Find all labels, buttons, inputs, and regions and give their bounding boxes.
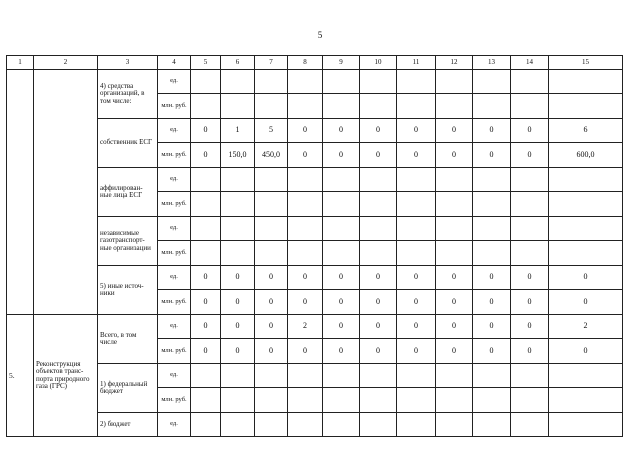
- value-cell: 1: [221, 119, 255, 143]
- column-header: 8: [288, 56, 323, 70]
- value-cell: 0: [255, 266, 288, 290]
- value-cell: [288, 388, 323, 413]
- column-header: 7: [255, 56, 288, 70]
- column-header: 4: [158, 56, 191, 70]
- value-cell: [255, 413, 288, 437]
- unit-cell: млн. руб.: [158, 94, 191, 119]
- value-cell: [323, 364, 360, 388]
- column-header: 6: [221, 56, 255, 70]
- value-cell: 0: [397, 315, 436, 339]
- value-cell: [360, 413, 397, 437]
- value-cell: 0: [549, 290, 623, 315]
- unit-cell: ед.: [158, 70, 191, 94]
- value-cell: 0: [323, 290, 360, 315]
- value-cell: [436, 192, 473, 217]
- value-cell: 0: [511, 143, 549, 168]
- table-row: [7, 119, 623, 143]
- value-cell: 0: [360, 119, 397, 143]
- funding-source-label: 5) иные источ- ники: [98, 266, 158, 315]
- value-cell: [511, 70, 549, 94]
- value-cell: [473, 241, 511, 266]
- value-cell: [511, 192, 549, 217]
- value-cell: 0: [323, 339, 360, 364]
- value-cell: 0: [221, 315, 255, 339]
- value-cell: 0: [191, 290, 221, 315]
- unit-cell: ед.: [158, 364, 191, 388]
- value-cell: [436, 94, 473, 119]
- value-cell: [360, 388, 397, 413]
- value-cell: 6: [549, 119, 623, 143]
- value-cell: 0: [323, 143, 360, 168]
- unit-cell: ед.: [158, 315, 191, 339]
- value-cell: [473, 70, 511, 94]
- value-cell: 150,0: [221, 143, 255, 168]
- unit-cell: млн. руб.: [158, 241, 191, 266]
- section-number: [7, 70, 34, 315]
- value-cell: 0: [323, 119, 360, 143]
- unit-cell: ед.: [158, 413, 191, 437]
- value-cell: [288, 217, 323, 241]
- value-cell: 0: [288, 339, 323, 364]
- value-cell: [221, 168, 255, 192]
- value-cell: [191, 388, 221, 413]
- value-cell: [549, 70, 623, 94]
- value-cell: [397, 388, 436, 413]
- unit-cell: млн. руб.: [158, 192, 191, 217]
- value-cell: [323, 168, 360, 192]
- value-cell: [436, 217, 473, 241]
- funding-source-label: 2) бюджет: [98, 413, 158, 437]
- column-header: 14: [511, 56, 549, 70]
- value-cell: [221, 217, 255, 241]
- funding-source-label: собственник ЕСГ: [98, 119, 158, 168]
- value-cell: [436, 168, 473, 192]
- unit-cell: млн. руб.: [158, 388, 191, 413]
- funding-source-label: Всего, в том числе: [98, 315, 158, 364]
- column-header: 15: [549, 56, 623, 70]
- value-cell: 0: [436, 143, 473, 168]
- value-cell: [255, 364, 288, 388]
- value-cell: [397, 192, 436, 217]
- value-cell: [288, 94, 323, 119]
- value-cell: [288, 168, 323, 192]
- value-cell: 600,0: [549, 143, 623, 168]
- value-cell: 0: [436, 290, 473, 315]
- value-cell: [473, 388, 511, 413]
- value-cell: 0: [360, 290, 397, 315]
- column-header: 5: [191, 56, 221, 70]
- value-cell: [255, 70, 288, 94]
- value-cell: 0: [191, 315, 221, 339]
- table-row: [7, 315, 623, 339]
- value-cell: 0: [436, 339, 473, 364]
- value-cell: [288, 70, 323, 94]
- value-cell: 0: [549, 339, 623, 364]
- unit-cell: млн. руб.: [158, 143, 191, 168]
- value-cell: [511, 94, 549, 119]
- value-cell: [323, 70, 360, 94]
- value-cell: [323, 94, 360, 119]
- data-table: [6, 55, 623, 437]
- section-number: 5.: [7, 315, 34, 437]
- value-cell: 0: [221, 290, 255, 315]
- value-cell: [221, 364, 255, 388]
- value-cell: 0: [436, 119, 473, 143]
- value-cell: 0: [473, 266, 511, 290]
- value-cell: 0: [191, 119, 221, 143]
- value-cell: 0: [473, 339, 511, 364]
- value-cell: [191, 217, 221, 241]
- value-cell: [473, 94, 511, 119]
- unit-cell: ед.: [158, 217, 191, 241]
- column-header: 13: [473, 56, 511, 70]
- value-cell: [511, 388, 549, 413]
- value-cell: [473, 364, 511, 388]
- page-number: 5: [317, 30, 323, 40]
- value-cell: [549, 168, 623, 192]
- value-cell: 0: [473, 143, 511, 168]
- unit-cell: млн. руб.: [158, 290, 191, 315]
- value-cell: [511, 413, 549, 437]
- value-cell: [360, 94, 397, 119]
- value-cell: [360, 70, 397, 94]
- value-cell: [221, 94, 255, 119]
- value-cell: [323, 241, 360, 266]
- value-cell: [397, 413, 436, 437]
- value-cell: 0: [511, 290, 549, 315]
- value-cell: [397, 94, 436, 119]
- value-cell: 0: [288, 290, 323, 315]
- value-cell: 0: [360, 266, 397, 290]
- value-cell: [323, 217, 360, 241]
- value-cell: [397, 217, 436, 241]
- value-cell: [473, 192, 511, 217]
- value-cell: [549, 94, 623, 119]
- value-cell: [549, 364, 623, 388]
- value-cell: 0: [221, 339, 255, 364]
- value-cell: 0: [397, 119, 436, 143]
- value-cell: [255, 192, 288, 217]
- value-cell: [397, 364, 436, 388]
- section-name: Реконструкция объектов транс- порта природного газа (ГРС): [34, 315, 98, 437]
- value-cell: [191, 168, 221, 192]
- value-cell: 0: [473, 315, 511, 339]
- value-cell: 0: [191, 143, 221, 168]
- funding-source-label: 1) федеральный бюджет: [98, 364, 158, 413]
- header-row: [7, 56, 623, 70]
- column-header: 12: [436, 56, 473, 70]
- column-header: 11: [397, 56, 436, 70]
- value-cell: [549, 241, 623, 266]
- unit-cell: ед.: [158, 119, 191, 143]
- value-cell: 5: [255, 119, 288, 143]
- value-cell: [436, 70, 473, 94]
- value-cell: [360, 192, 397, 217]
- value-cell: 0: [511, 266, 549, 290]
- value-cell: [549, 192, 623, 217]
- value-cell: 2: [549, 315, 623, 339]
- value-cell: [191, 94, 221, 119]
- value-cell: [549, 388, 623, 413]
- funding-source-label: независимые газотранспорт- ные организации: [98, 217, 158, 266]
- value-cell: 0: [473, 119, 511, 143]
- value-cell: 0: [511, 315, 549, 339]
- value-cell: [221, 70, 255, 94]
- value-cell: [288, 241, 323, 266]
- value-cell: [511, 168, 549, 192]
- value-cell: 0: [397, 143, 436, 168]
- value-cell: [323, 388, 360, 413]
- value-cell: 0: [511, 119, 549, 143]
- value-cell: 0: [511, 339, 549, 364]
- value-cell: [288, 413, 323, 437]
- value-cell: [191, 70, 221, 94]
- value-cell: 0: [191, 266, 221, 290]
- table-row: [7, 413, 623, 437]
- value-cell: [191, 413, 221, 437]
- table-row: [7, 364, 623, 388]
- value-cell: 0: [255, 315, 288, 339]
- value-cell: [436, 388, 473, 413]
- value-cell: 0: [255, 339, 288, 364]
- value-cell: 0: [288, 119, 323, 143]
- value-cell: [436, 413, 473, 437]
- value-cell: [288, 192, 323, 217]
- value-cell: 0: [221, 266, 255, 290]
- value-cell: [288, 364, 323, 388]
- value-cell: 0: [360, 315, 397, 339]
- column-header: 1: [7, 56, 34, 70]
- value-cell: 0: [397, 290, 436, 315]
- value-cell: 0: [360, 143, 397, 168]
- value-cell: [255, 388, 288, 413]
- value-cell: [511, 241, 549, 266]
- value-cell: [511, 217, 549, 241]
- unit-cell: ед.: [158, 266, 191, 290]
- table-row: [7, 70, 623, 94]
- value-cell: 0: [255, 290, 288, 315]
- column-header: 3: [98, 56, 158, 70]
- value-cell: 0: [360, 339, 397, 364]
- column-header: 2: [34, 56, 98, 70]
- value-cell: [511, 364, 549, 388]
- value-cell: [221, 241, 255, 266]
- value-cell: [397, 168, 436, 192]
- unit-cell: ед.: [158, 168, 191, 192]
- value-cell: [360, 217, 397, 241]
- value-cell: [360, 241, 397, 266]
- table-row: [7, 266, 623, 290]
- value-cell: 450,0: [255, 143, 288, 168]
- value-cell: 0: [397, 266, 436, 290]
- value-cell: 0: [191, 339, 221, 364]
- value-cell: [255, 241, 288, 266]
- value-cell: [360, 168, 397, 192]
- column-header: 10: [360, 56, 397, 70]
- value-cell: 0: [323, 315, 360, 339]
- value-cell: [473, 217, 511, 241]
- table-row: [7, 168, 623, 192]
- value-cell: [436, 364, 473, 388]
- value-cell: [221, 413, 255, 437]
- value-cell: 2: [288, 315, 323, 339]
- section-name: [34, 70, 98, 315]
- value-cell: [191, 364, 221, 388]
- funding-source-label: 4) средства организаций, в том числе:: [98, 70, 158, 119]
- funding-source-label: аффилирован- ные лица ЕСГ: [98, 168, 158, 217]
- value-cell: [323, 192, 360, 217]
- value-cell: [255, 217, 288, 241]
- value-cell: [549, 217, 623, 241]
- value-cell: 0: [549, 266, 623, 290]
- value-cell: [255, 94, 288, 119]
- value-cell: [323, 413, 360, 437]
- value-cell: [221, 192, 255, 217]
- value-cell: [360, 364, 397, 388]
- column-header: 9: [323, 56, 360, 70]
- value-cell: [191, 192, 221, 217]
- value-cell: [473, 168, 511, 192]
- unit-cell: млн. руб.: [158, 339, 191, 364]
- value-cell: [436, 241, 473, 266]
- value-cell: [397, 241, 436, 266]
- value-cell: [255, 168, 288, 192]
- value-cell: [397, 70, 436, 94]
- value-cell: [549, 413, 623, 437]
- value-cell: 0: [397, 339, 436, 364]
- value-cell: 0: [436, 266, 473, 290]
- value-cell: 0: [288, 143, 323, 168]
- value-cell: [221, 388, 255, 413]
- value-cell: 0: [323, 266, 360, 290]
- value-cell: 0: [473, 290, 511, 315]
- value-cell: 0: [288, 266, 323, 290]
- table-row: [7, 217, 623, 241]
- value-cell: 0: [436, 315, 473, 339]
- value-cell: [473, 413, 511, 437]
- value-cell: [191, 241, 221, 266]
